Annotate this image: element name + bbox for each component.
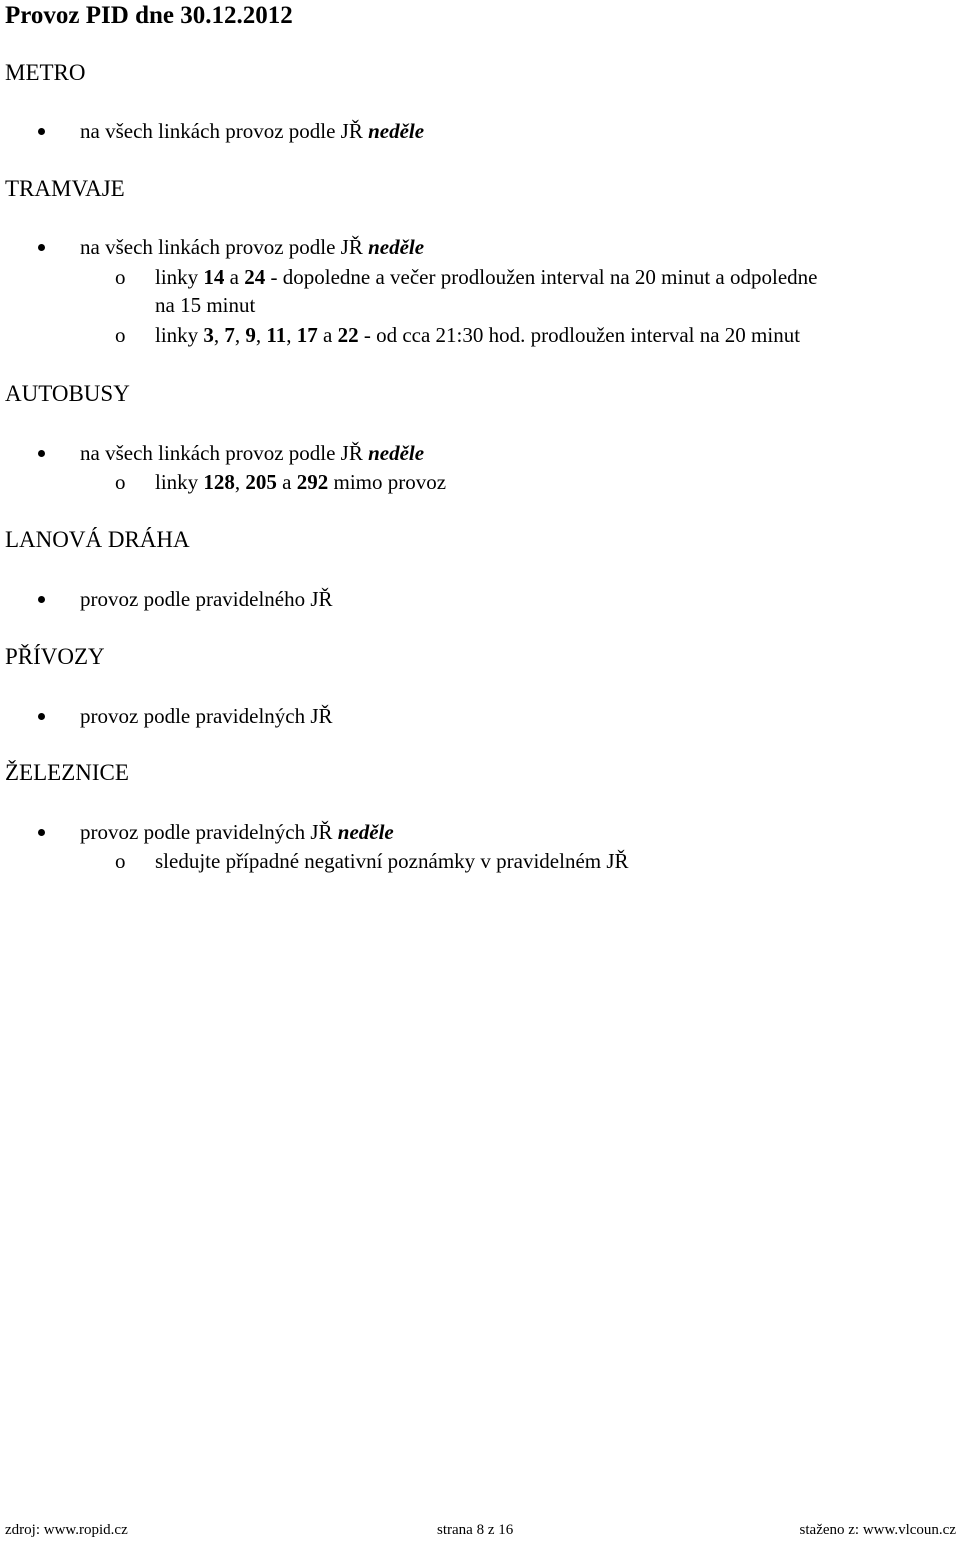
autobusy-sub1: linky 128, 205 a 292 mimo provoz [155, 470, 447, 494]
footer-page-number: strana 8 z 16 [437, 1522, 514, 1538]
section-heading-zeleznice: ŽELEZNICE [5, 760, 129, 785]
tramvaje-bullet-emph: neděle [368, 235, 425, 259]
sub-bullet-icon: o [115, 265, 126, 289]
sub1-prefix: linky [155, 265, 199, 289]
section-heading-autobusy: AUTOBUSY [5, 381, 130, 406]
line-number: 9 [245, 323, 256, 347]
bullet-icon [38, 829, 45, 836]
autobusy-bullet [80, 439, 424, 467]
sub1-prefix: linky [155, 470, 199, 494]
zeleznice-bullet [80, 818, 394, 846]
line-number: 128 [203, 470, 235, 494]
line-number: 24 [244, 265, 266, 289]
zeleznice-bullet-text: provoz podle pravidelných JŘ [80, 820, 333, 844]
section-heading-privozy: PŘÍVOZY [5, 644, 105, 669]
sub-bullet-icon: o [115, 323, 126, 347]
conjunction: a [229, 265, 239, 289]
zeleznice-sub1: sledujte případné negativní poznámky v pravidelném JŘ [155, 849, 629, 873]
footer-downloaded-from: staženo z: www.vlcoun.cz [799, 1522, 956, 1538]
sub-bullet-icon: o [115, 470, 126, 494]
footer-source: zdroj: www.ropid.cz [5, 1522, 128, 1538]
tramvaje-sub1-continuation: na 15 minut [155, 293, 256, 317]
line-number: 11 [266, 323, 287, 347]
bullet-icon [38, 596, 45, 603]
line-number: 205 [245, 470, 277, 494]
metro-bullet [80, 117, 424, 145]
zeleznice-bullet-emph: neděle [337, 820, 394, 844]
line-number: 22 [337, 323, 359, 347]
line-number: 292 [296, 470, 329, 494]
lanova-bullet: provoz podle pravidelného JŘ [80, 587, 333, 611]
privozy-bullet: provoz podle pravidelných JŘ [80, 704, 333, 728]
line-number: 17 [296, 323, 318, 347]
tramvaje-sub1 [155, 263, 817, 291]
section-heading-tramvaje: TRAMVAJE [5, 176, 125, 201]
autobusy-bullet-text: na všech linkách provoz podle JŘ [80, 441, 363, 465]
tramvaje-bullet [80, 233, 424, 261]
tramvaje-sub2: linky 3, 7, 9, 11, 17 a 22 - od cca 21:30 hod. prodloužen interval na 20 minut [155, 323, 801, 347]
metro-bullet-emph: neděle [368, 119, 425, 143]
bullet-icon [38, 244, 45, 251]
sub1-rest: - dopoledne a večer prodloužen interval na 20 minut a odpoledne [270, 265, 818, 289]
sub1-rest: mimo provoz [333, 470, 447, 494]
line-number: 7 [224, 323, 235, 347]
line-number: 3 [203, 323, 214, 347]
metro-bullet-text: na všech linkách provoz podle JŘ [80, 119, 363, 143]
tramvaje-bullet-text: na všech linkách provoz podle JŘ [80, 235, 363, 259]
bullet-icon [38, 713, 45, 720]
section-heading-metro: METRO [5, 60, 86, 85]
conjunction: a [282, 470, 292, 494]
sub2-prefix: linky [155, 323, 199, 347]
section-heading-lanova-draha: LANOVÁ DRÁHA [5, 527, 190, 552]
bullet-icon [38, 128, 45, 135]
autobusy-bullet-emph: neděle [368, 441, 425, 465]
bullet-icon [38, 450, 45, 457]
line-number: 14 [203, 265, 225, 289]
page-title: Provoz PID dne 30.12.2012 [5, 2, 293, 29]
sub-bullet-icon: o [115, 849, 126, 873]
conjunction: a [323, 323, 333, 347]
sub2-rest: - od cca 21:30 hod. prodloužen interval na 20 minut [363, 323, 801, 347]
